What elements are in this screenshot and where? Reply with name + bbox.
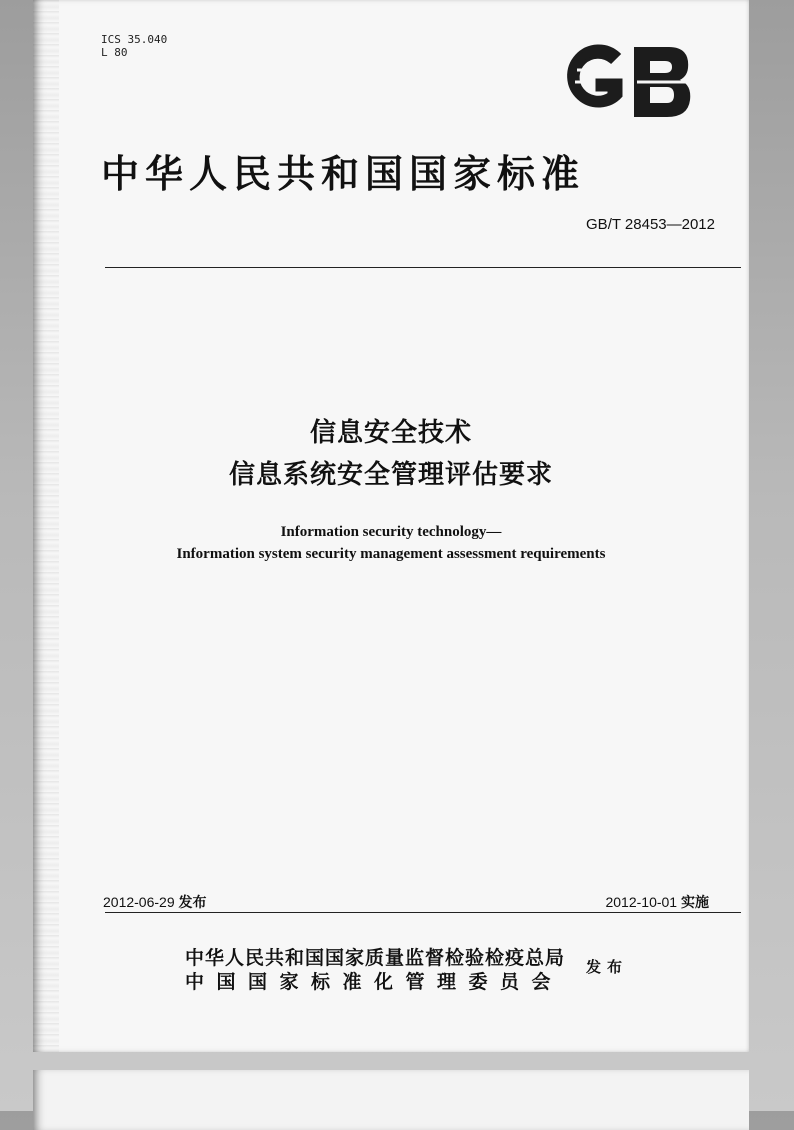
gb-logo-text: GB [557,25,582,44]
title-cn-line2: 信息系统安全管理评估要求 [228,460,553,490]
classification-codes [101,33,167,59]
issue-date-block [103,892,207,912]
title-en-line2: Information system security management assessment requirements [176,546,606,562]
publisher-line2: 中国国家标准化管理委员会 [185,971,564,993]
footer-divider [105,912,741,913]
implement-date: 2012-10-01 [605,894,678,910]
header-divider [105,267,741,268]
publisher-line1: 中华人民共和国国家质量监督检验检疫总局 [185,947,566,969]
next-page-edge [33,1070,749,1130]
implement-label: 实施 [681,895,709,911]
issue-label: 发布 [178,895,207,911]
implement-date-block [605,892,709,912]
title-en-line1: Information security technology— [280,524,502,540]
title-cn-line1: 信息安全技术 [309,418,472,448]
ccs-code: L 80 [101,46,128,59]
standard-code: GB/T 28453—2012 [586,216,715,233]
standard-cover-page [33,0,749,1052]
gb-logo [557,25,697,124]
standard-type-title: 中华人民共和国国家标准 [101,151,586,196]
issue-date: 2012-06-29 [103,894,175,910]
publish-verb: 发布 [586,958,629,976]
ics-code: ICS 35.040 [101,33,168,46]
